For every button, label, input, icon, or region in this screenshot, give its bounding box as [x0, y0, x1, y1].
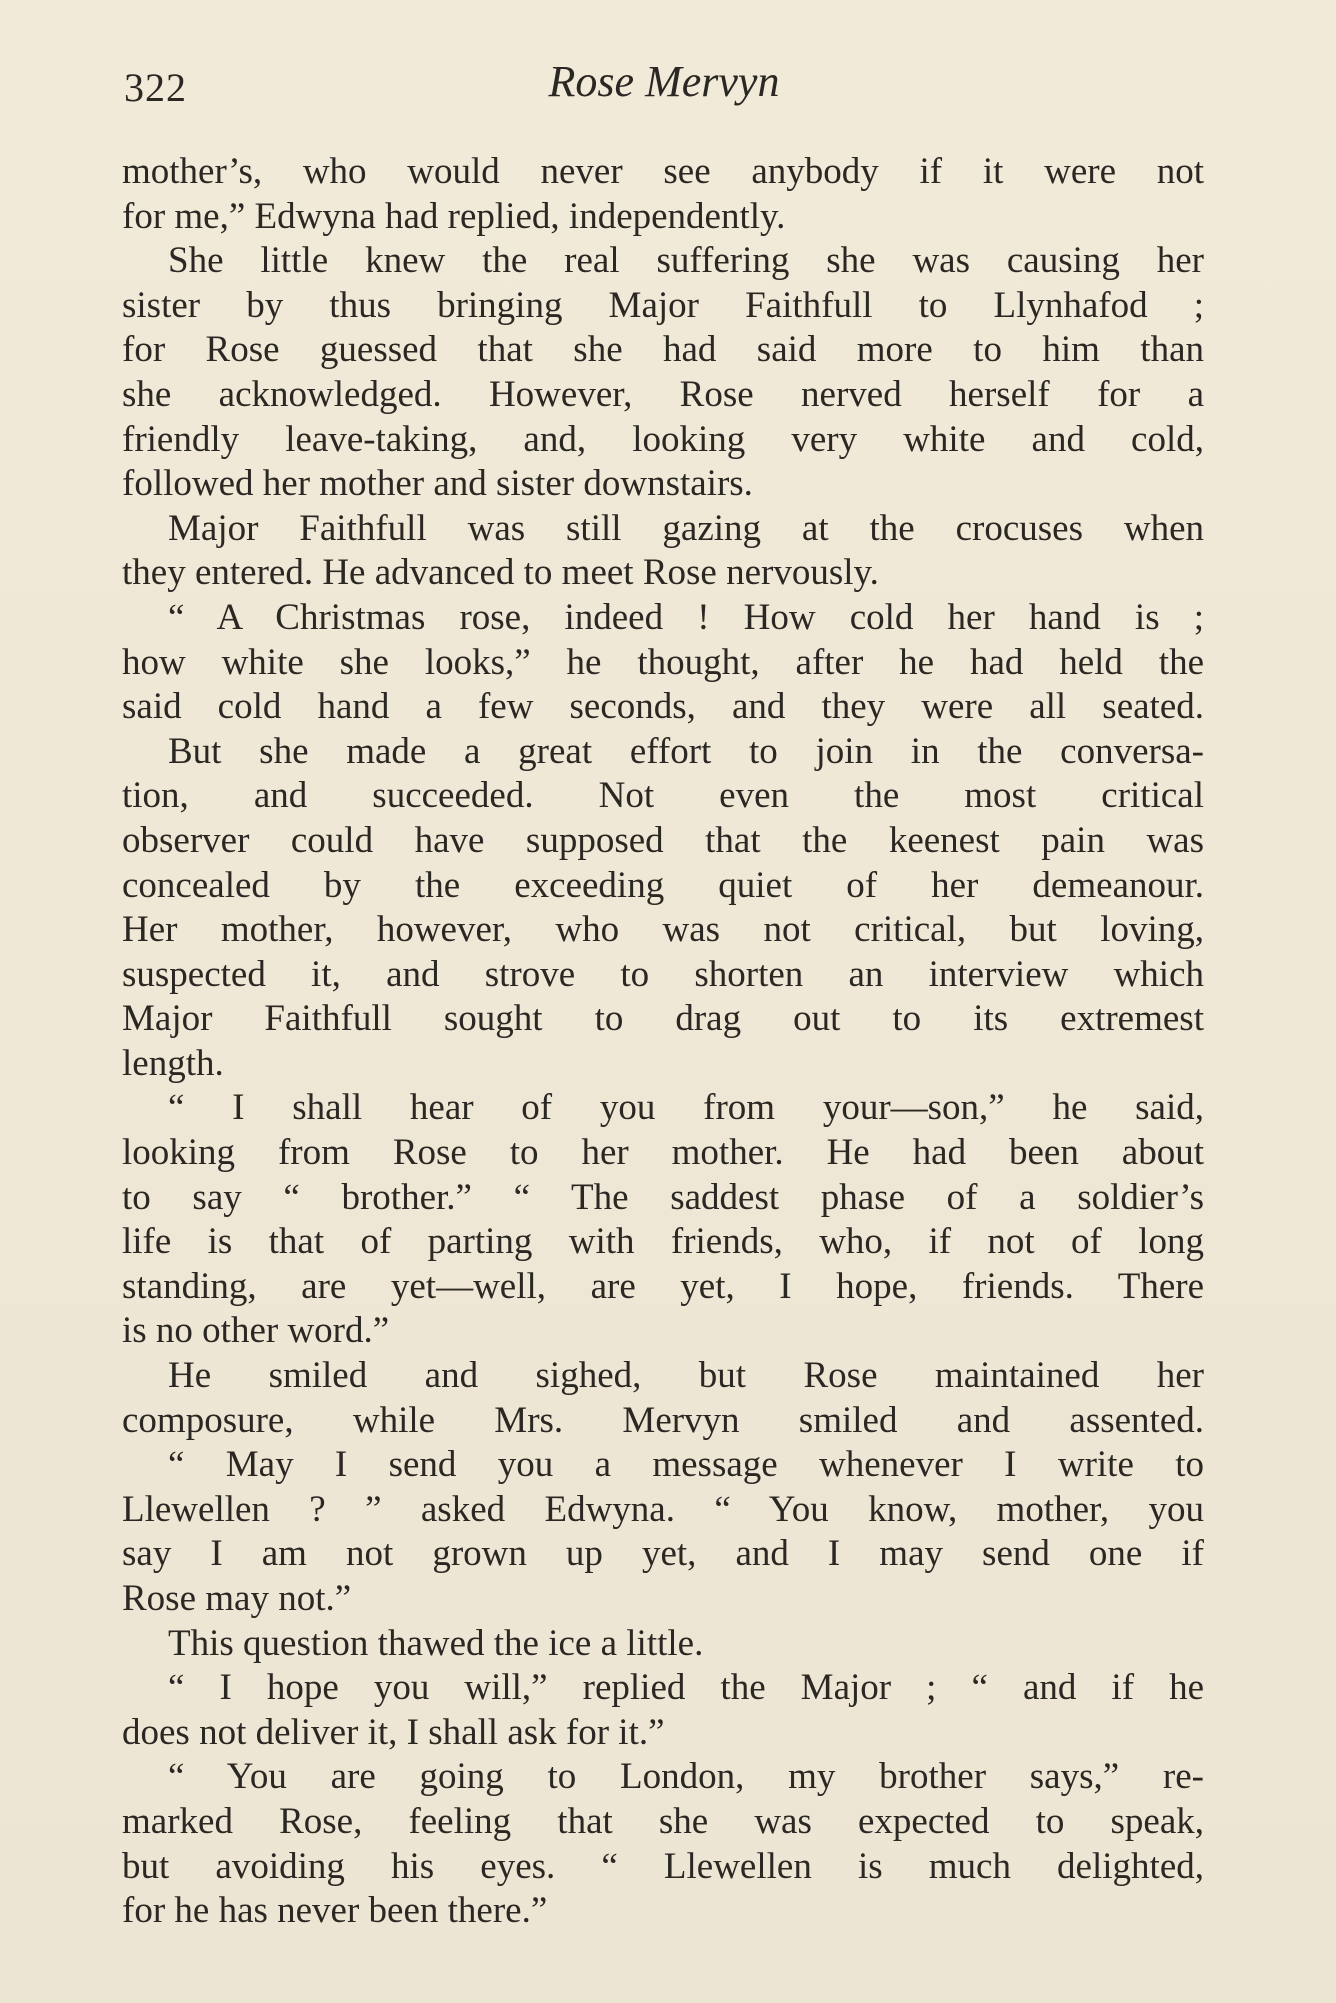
- text-line: said cold hand a few seconds, and they were all seated.: [122, 686, 1204, 728]
- text-line: “ A Christmas rose, indeed ! How cold her hand is ;: [168, 596, 1204, 638]
- text-line: sister by thus bringing Major Faithfull to Llynhafod ;: [122, 284, 1204, 326]
- text-line: Rose may not.”: [122, 1578, 352, 1619]
- text-line: “ You are going to London, my brother says,” re-: [168, 1756, 1204, 1798]
- text-line: Her mother, however, who was not critical, but loving,: [122, 909, 1204, 951]
- text-line: marked Rose, feeling that she was expected to speak,: [122, 1800, 1204, 1842]
- text-line: She little knew the real suffering she was causing her: [168, 240, 1204, 282]
- text-line: Major Faithfull was still gazing at the crocuses when: [168, 507, 1204, 549]
- text-line: they entered. He advanced to meet Rose nervously.: [122, 552, 879, 594]
- text-line: to say “ brother.” “ The saddest phase of a soldier’s: [122, 1176, 1204, 1218]
- text-line: Llewellen ? ” asked Edwyna. “ You know, mother, you: [122, 1488, 1204, 1530]
- text-line: say I am not grown up yet, and I may send one if: [122, 1533, 1204, 1575]
- text-line: does not deliver it, I shall ask for it.”: [122, 1711, 665, 1753]
- text-line: mother’s, who would never see anybody if it were not: [122, 151, 1204, 192]
- text-line: she acknowledged. However, Rose nerved herself for a: [122, 373, 1204, 415]
- text-line: how white she looks,” he thought, after he had held the: [122, 641, 1204, 683]
- text-line: He smiled and sighed, but Rose maintained her: [168, 1355, 1204, 1397]
- text-line: length.: [122, 1042, 224, 1084]
- text-line: concealed by the exceeding quiet of her demeanour.: [122, 864, 1204, 906]
- page-header: [124, 56, 1204, 116]
- text-line: This question thawed the ice a little.: [168, 1622, 704, 1664]
- page-number: 322: [124, 65, 187, 110]
- text-line: looking from Rose to her mother. He had been about: [122, 1132, 1204, 1174]
- text-line: standing, are yet—well, are yet, I hope, friends. There: [122, 1265, 1204, 1307]
- running-title: Rose Mervyn: [548, 57, 780, 106]
- text-line: followed her mother and sister downstairs.: [122, 463, 753, 505]
- text-line: for he has never been there.”: [122, 1890, 548, 1932]
- text-line: for Rose guessed that she had said more to him than: [122, 329, 1204, 371]
- text-line: tion, and succeeded. Not even the most critical: [122, 775, 1204, 817]
- text-line: Major Faithfull sought to drag out to its extremest: [122, 998, 1204, 1040]
- text-line: But she made a great effort to join in the conversa-: [168, 730, 1204, 772]
- text-line: “ I hope you will,” replied the Major ; “ and if he: [168, 1667, 1204, 1709]
- body-text: [122, 150, 1204, 1934]
- text-line: for me,” Edwyna had replied, independently.: [122, 195, 786, 237]
- text-line: life is that of parting with friends, who, if not of long: [122, 1221, 1204, 1263]
- text-line: “ May I send you a message whenever I write to: [168, 1444, 1204, 1486]
- text-line: suspected it, and strove to shorten an interview which: [122, 953, 1204, 995]
- text-line: “ I shall hear of you from your—son,” he said,: [168, 1087, 1204, 1129]
- text-line: but avoiding his eyes. “ Llewellen is much delighted,: [122, 1845, 1204, 1887]
- text-line: observer could have supposed that the keenest pain was: [122, 819, 1204, 861]
- text-line: is no other word.”: [122, 1310, 390, 1352]
- text-line: friendly leave-taking, and, looking very white and cold,: [122, 418, 1204, 460]
- text-line: composure, while Mrs. Mervyn smiled and assented.: [122, 1399, 1204, 1441]
